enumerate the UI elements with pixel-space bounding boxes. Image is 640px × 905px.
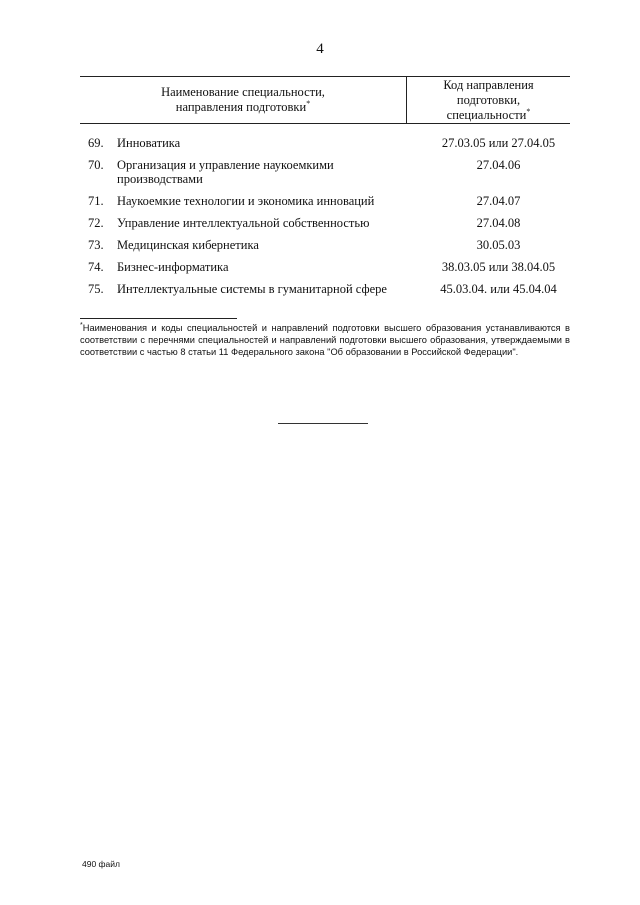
header-name-line-1: Наименование специальности, (161, 85, 325, 99)
header-name-footnote-mark: * (306, 98, 311, 108)
row-number: 69. (88, 136, 104, 150)
table-header (80, 76, 570, 124)
row-number: 73. (88, 238, 104, 252)
row-specialty-code: 27.04.08 (476, 216, 521, 230)
specialty-table-body (80, 136, 580, 304)
page-number: 4 (316, 41, 324, 57)
row-specialty-code: 30.05.03 (476, 238, 521, 252)
row-specialty-name: Управление интеллектуальной собственностью (117, 216, 370, 230)
table-row (80, 238, 580, 252)
header-column-name (80, 77, 406, 123)
row-number: 72. (88, 216, 104, 230)
footnote-mark: * (80, 321, 83, 329)
header-code-footnote-mark: * (526, 106, 531, 116)
row-specialty-code: 27.04.06 (476, 158, 521, 172)
row-specialty-name: Бизнес-информатика (117, 260, 229, 274)
row-specialty-code: 27.03.05 или 27.04.05 (441, 136, 556, 150)
end-of-document-rule (278, 423, 368, 424)
row-number: 70. (88, 158, 104, 172)
row-specialty-name: Инноватика (117, 136, 181, 150)
row-specialty-name: Наукоемкие технологии и экономика инноваций (117, 194, 375, 208)
table-row (80, 282, 580, 296)
row-specialty-code: 27.04.07 (476, 194, 521, 208)
table-row (80, 158, 580, 186)
row-specialty-code: 45.03.04. или 45.04.04 (440, 282, 557, 296)
header-column-code (407, 77, 570, 123)
row-number: 74. (88, 260, 104, 274)
header-code-line-2: подготовки, (456, 92, 521, 107)
footnote-separator (80, 318, 237, 319)
row-specialty-name: Организация и управление наукоемкими производствами (117, 158, 334, 186)
row-number: 75. (88, 282, 104, 296)
header-name-line-2: направления подготовки* (175, 98, 311, 114)
row-specialty-name: Интеллектуальные системы в гуманитарной сфере (117, 282, 387, 296)
row-specialty-name: Медицинская кибернетика (117, 238, 259, 252)
footnote-text: Наименования и коды специальностей и направлений подготовки высшего образования устанавливаются в соответствии с перечнями специальностей и направлений подготовки высшего образования, утверждаемыми в соответствии с частью 8 статьи 11 Федерального закона "Об образовании в Российской Федерации". (80, 323, 570, 357)
row-number: 71. (88, 194, 104, 208)
table-row (80, 260, 580, 274)
header-code-line-3: специальности* (446, 106, 531, 122)
footnote (80, 322, 570, 358)
row-specialty-code: 38.03.05 или 38.04.05 (441, 260, 556, 274)
table-row (80, 136, 580, 150)
footer-file-note: 490 файл (82, 859, 120, 869)
table-row (80, 194, 580, 208)
table-row (80, 216, 580, 230)
header-code-line-1: Код направления (443, 77, 534, 92)
